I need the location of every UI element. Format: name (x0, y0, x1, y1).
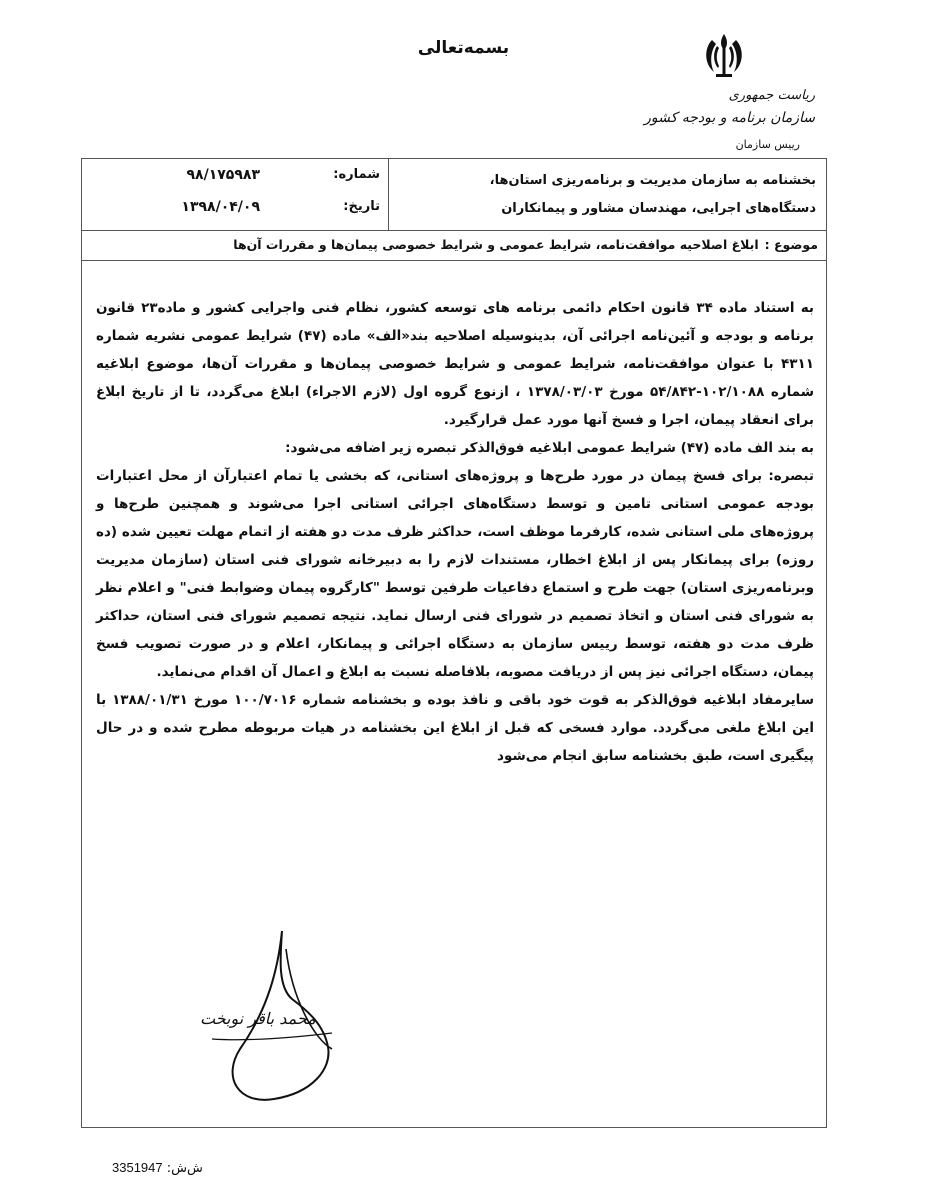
subject-row (82, 231, 826, 261)
number-row (172, 167, 380, 195)
subject-text: ابلاغ اصلاحیه موافقت‌نامه، شرایط عمومی و شرایط خصوصی پیمان‌ها و مقررات آن‌ها (233, 237, 759, 252)
date-row (172, 199, 380, 227)
letterhead (644, 30, 830, 160)
document-code (112, 1160, 203, 1176)
signatory-name: محمد باقر نوبخت (200, 1009, 316, 1028)
document-code-number: 3351947 (112, 1160, 163, 1175)
body-paragraph-4: سایرمفاد ابلاغیه فوق‌الذکر به قوت خود باقی و نافذ بوده و بخشنامه شماره ۱۰۰/۷۰۱۶ مورخ ۱۳۸۸/۰۱/۳۱ با این ابلاغ ملغی می‌گردد. موارد فسخی که قبل از ابلاغ این بخشنامه در هیات مربوطه مطرح شده و در حال پیگیری است، طبق بخشنامه سابق انجام می‌شود (96, 692, 814, 764)
iran-emblem-icon (698, 30, 750, 82)
date-value: ۱۳۹۸/۰۴/۰۹ (181, 199, 260, 215)
body-paragraph-2: به بند الف ماده (۴۷) شرایط عمومی ابلاغیه فوق‌الذکر تبصره زیر اضافه می‌شود: (285, 440, 814, 456)
top-title: بسمه‌تعالی (417, 38, 510, 58)
letter-frame (81, 158, 827, 1128)
recipients (396, 167, 816, 223)
recipients-line-2: دستگاه‌های اجرایی، مهندسان مشاور و پیمانکاران (501, 201, 816, 216)
date-label: تاریخ: (343, 199, 380, 214)
subject-label: موضوع : (764, 237, 818, 252)
recipients-line-1: بخشنامه به سازمان مدیریت و برنامه‌ریزی استان‌ها، (489, 173, 816, 188)
org-line-organization: سازمان برنامه و بودجه کشور (644, 110, 815, 126)
number-label: شماره: (333, 167, 380, 182)
letter-body (96, 294, 814, 770)
body-paragraph-3: تبصره: برای فسخ پیمان در مورد طرح‌ها و پروژه‌های استانی، که بخشی یا تمام اعتبارآن از محل اعتبارات بودجه عمومی استانی تامین و توسط دستگاه‌های اجرائی استانی اجرا می‌شوند و همچنین طرح‌ها و پروژه‌های ملی استانی شده، کارفرما موظف است، حداکثر ظرف مدت دو هفته از اتمام مهلت تعیین شده (ده روزه) برای پیمانکار پس از ابلاغ اخطار، مستندات لازم را به دبیرخانه شورای فنی استان (سازمان مدیریت وبرنامه‌ریزی استان) جهت طرح و استماع دفاعیات طرفین توسط "کارگروه پیمان وضوابط فنی" و اعلام نظر به شورای فنی استان و اتخاذ تصمیم در شورای فنی ارسال نماید. نتیجه تصمیم شورای فنی استان، حداکثر ظرف مدت دو هفته، توسط رییس سازمان به دستگاه اجرائی و پیمانکار، اعلام و در صورت تصویب فسخ پیمان، دستگاه اجرائی نیز پس از دریافت مصوبه، بلافاصله نسبت به ابلاغ و اعمال آن اقدام می‌نماید. (96, 468, 814, 680)
number-value: ۹۸/۱۷۵۹۸۳ (186, 167, 260, 183)
document-code-label: ش‌ش: (166, 1161, 203, 1176)
header-row (82, 159, 826, 231)
header-divider (388, 159, 389, 231)
org-line-head: رییس سازمان (735, 138, 800, 151)
body-paragraph-1: به استناد ماده ۳۴ قانون احکام دائمی برنامه های توسعه کشور، نظام فنی واجرایی کشور و ماده۲۳ قانون برنامه و بودجه و آئین‌نامه اجرائی آن، بدینوسیله اصلاحیه بند«الف» ماده (۴۷) شرایط عمومی نشریه شماره ۴۳۱۱ با عنوان موافقت‌نامه، شرایط عمومی و شرایط خصوصی پیمان‌ها و مقررات آن‌ها، موضوع ابلاغیه شماره ۱۰۲/۱۰۸۸-۵۴/۸۴۲ مورخ ۱۳۷۸/۰۳/۰۳ ، ازنوع گروه اول (لازم الاجراء) ابلاغ می‌گردد، تا از تاریخ ابلاغ برای انعقاد پیمان، اجرا و فسخ آنها مورد عمل قرارگیرد. (96, 300, 814, 428)
org-line-presidency: ریاست جمهوری (728, 88, 815, 103)
